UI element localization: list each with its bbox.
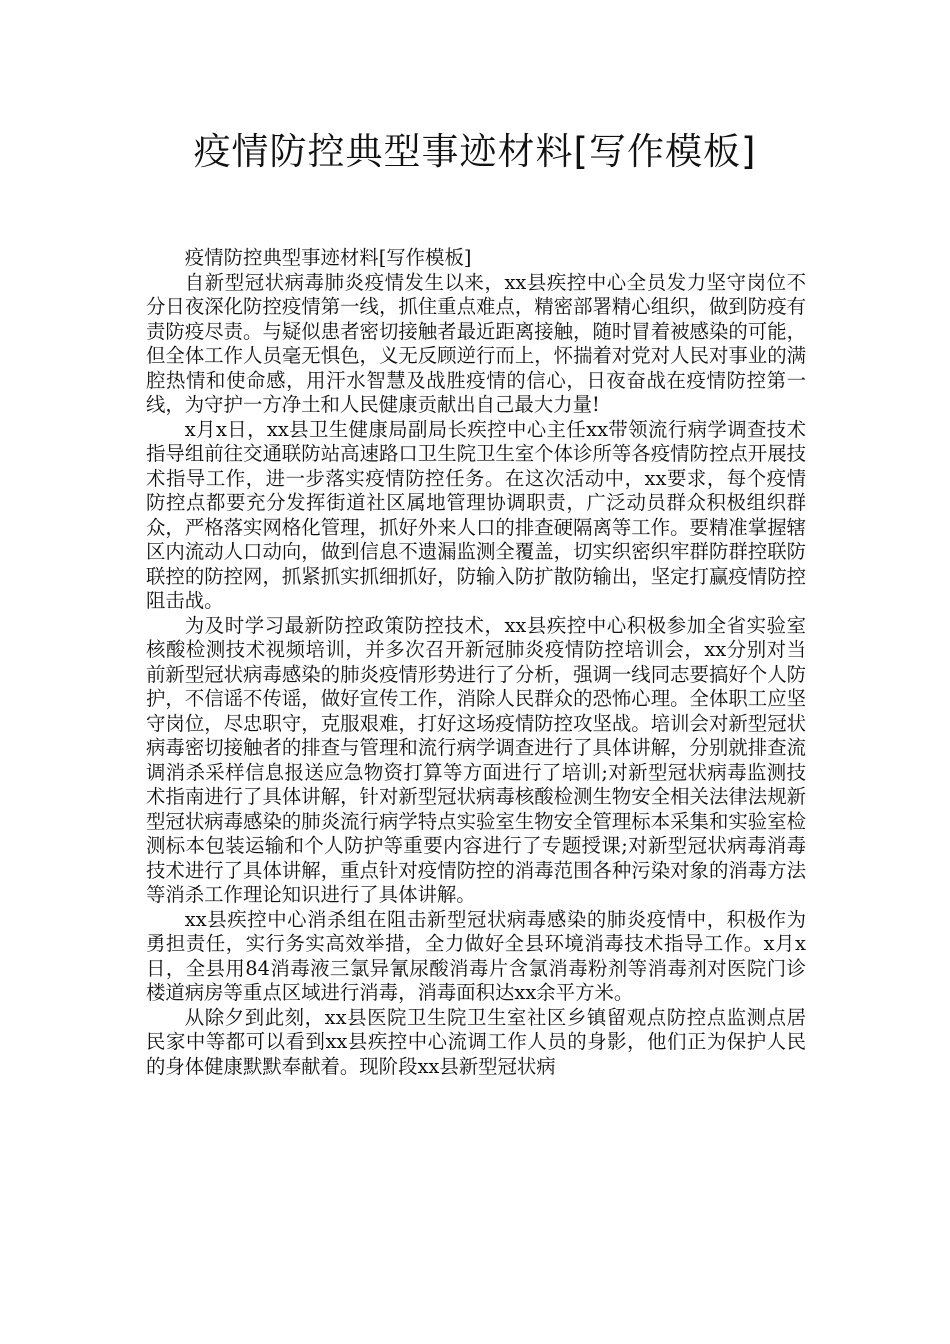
paragraph: xx县疾控中心消杀组在阻击新型冠状病毒感染的肺炎疫情中，积极作为勇担责任，实行务实高效举措，全力做好全县环境消毒技术指导工作。x月x日，全县用84消毒液三氯异氰尿酸消毒片含氯消毒粉剂等消毒剂对医院门诊楼道病房等重点区域进行消毒，消毒面积达xx余平方米。 (146, 907, 806, 1004)
paragraph: x月x日，xx县卫生健康局副局长疾控中心主任xx带领流行病学调查技术指导组前往交通联防站高速路口卫生院卫生室个体诊所等各疫情防控点开展技术指导工作，进一步落实疫情防控任务。在这次活动中，xx要求，每个疫情防控点都要充分发挥街道社区属地管理协调职责，广泛动员群众积极组织群众，严格落实网格化管理，抓好外来人口的排查硬隔离等工作。要精准掌握辖区内流动人口动向，做到信息不遗漏监测全覆盖，切实织密织牢群防群控联防联控的防控网，抓紧抓实抓细抓好，防输入防扩散防输出，坚定打赢疫情防控阻击战。 (146, 417, 806, 612)
document-body (146, 246, 806, 1079)
paragraph: 为及时学习最新防控政策防控技术，xx县疾控中心积极参加全省实验室核酸检测技术视频培训，并多次召开新冠肺炎疫情防控培训会，xx分别对当前新型冠状病毒感染的肺炎疫情形势进行了分析，强调一线同志要搞好个人防护，不信谣不传谣，做好宣传工作，消除人民群众的恐怖心理。全体职工应坚守岗位，尽忠职守，克服艰难，打好这场疫情防控攻坚战。培训会对新型冠状病毒密切接触者的排查与管理和流行病学调查进行了具体讲解，分别就排查流调消杀采样信息报送应急物资打算等方面进行了培训;对新型冠状病毒监测技术指南进行了具体讲解，针对新型冠状病毒核酸检测生物安全相关法律法规新型冠状病毒感染的肺炎流行病学特点实验室生物安全管理标本采集和实验室检测标本包装运输和个人防护等重要内容进行了专题授课;对新型冠状病毒消毒技术进行了具体讲解，重点针对疫情防控的消毒范围各种污染对象的消毒方法等消杀工作理论知识进行了具体讲解。 (146, 613, 806, 906)
document-title: 疫情防控典型事迹材料[写作模板] (193, 130, 757, 173)
document-subtitle: 疫情防控典型事迹材料[写作模板] (184, 246, 472, 269)
paragraph: 自新型冠状病毒肺炎疫情发生以来，xx县疾控中心全员发力坚守岗位不分日夜深化防控疫情第一线，抓住重点难点，精密部署精心组织，做到防疫有责防疫尽责。与疑似患者密切接触者最近距离接触，随时冒着被感染的可能，但全体工作人员毫无惧色，义无反顾逆行而上，怀揣着对党对人民对事业的满腔热情和使命感，用汗水智慧及战胜疫情的信心，日夜奋战在疫情防控第一线，为守护一方净土和人民健康贡献出自己最大力量! (146, 270, 806, 416)
paragraph: 从除夕到此刻，xx县医院卫生院卫生室社区乡镇留观点防控点监测点居民家中等都可以看到xx县疾控中心流调工作人员的身影，他们正为保护人民的身体健康默默奉献着。现阶段xx县新型冠状病 (146, 1005, 806, 1078)
